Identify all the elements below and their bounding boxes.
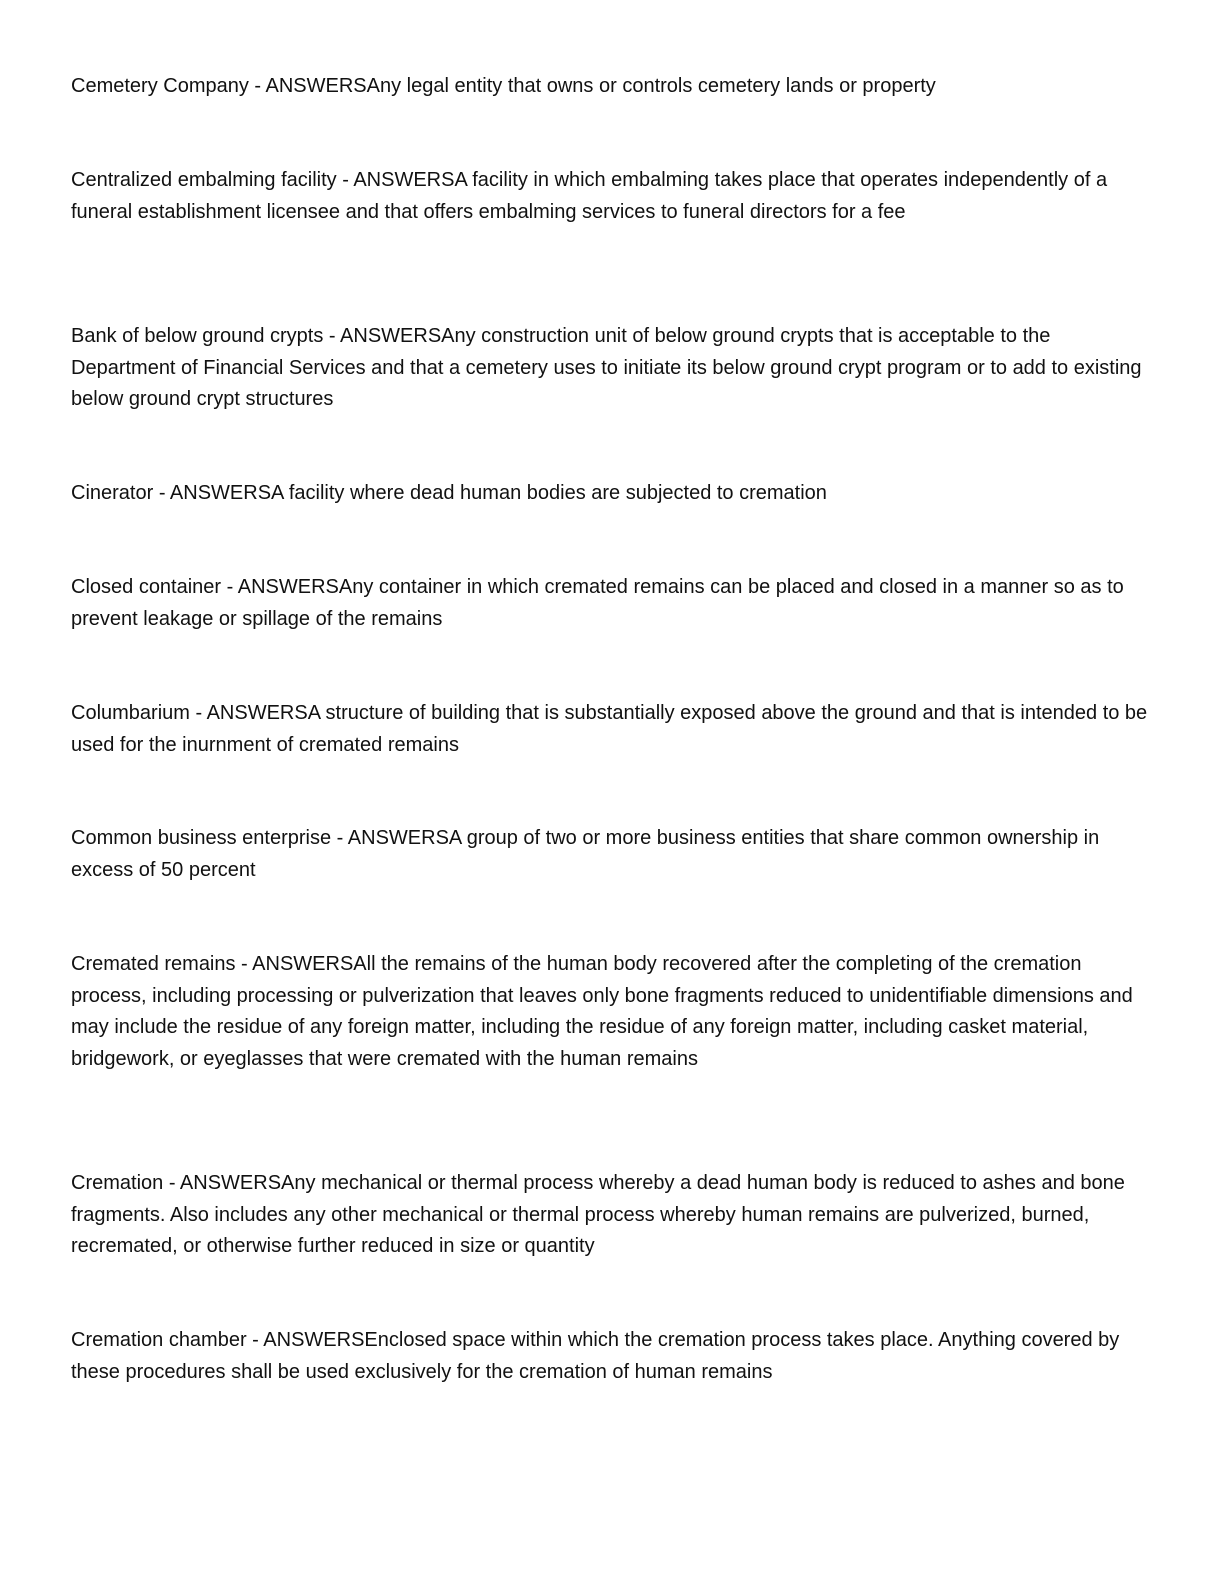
definition-entry-closed-container: Closed container - ANSWERSAny container in which cremated remains can be placed and closed in a manner so as to prevent leakage or spillage of the remains — [71, 576, 1124, 630]
definition-entry-cinerator: Cinerator - ANSWERSA facility where dead human bodies are subjected to cremation — [71, 482, 827, 504]
definition-entry-bank-of-below-ground-crypts: Bank of below ground crypts - ANSWERSAny construction unit of below ground crypts that is acceptable to the Department of Financial Services and that a cemetery uses to initiate its below ground crypt program or to add to existing below ground crypt structures — [71, 325, 1142, 410]
definition-entry-centralized-embalming-facility: Centralized embalming facility - ANSWERSA facility in which embalming takes place that operates independently of a funeral establishment licensee and that offers embalming services to funeral directors for a fee — [71, 169, 1108, 223]
definition-entry-columbarium: Columbarium - ANSWERSA structure of building that is substantially exposed above the ground and that is intended to be used for the inurnment of cremated remains — [71, 702, 1148, 756]
definition-entry-common-business-enterprise: Common business enterprise - ANSWERSA group of two or more business entities that share common ownership in excess of 50 percent — [71, 827, 1100, 881]
definition-entry-cremated-remains: Cremated remains - ANSWERSAll the remains of the human body recovered after the completing of the cremation process, including processing or pulverization that leaves only bone fragments reduced to unidentifiable dimensions and may include the residue of any foreign matter, including the residue of any foreign matter, including casket material, bridgework, or eyeglasses that were cremated with the human remains — [71, 953, 1133, 1070]
definition-entry-cremation: Cremation - ANSWERSAny mechanical or thermal process whereby a dead human body is reduced to ashes and bone fragments. Also includes any other mechanical or thermal process whereby human remains are pulverized, burned, recremated, or otherwise further reduced in size or quantity — [71, 1172, 1125, 1257]
definition-entry-cremation-chamber: Cremation chamber - ANSWERSEnclosed space within which the cremation process takes place. Anything covered by these procedures shall be used exclusively for the cremation of human remains — [71, 1329, 1120, 1383]
definition-entry-cemetery-company: Cemetery Company - ANSWERSAny legal entity that owns or controls cemetery lands or property — [71, 75, 936, 97]
